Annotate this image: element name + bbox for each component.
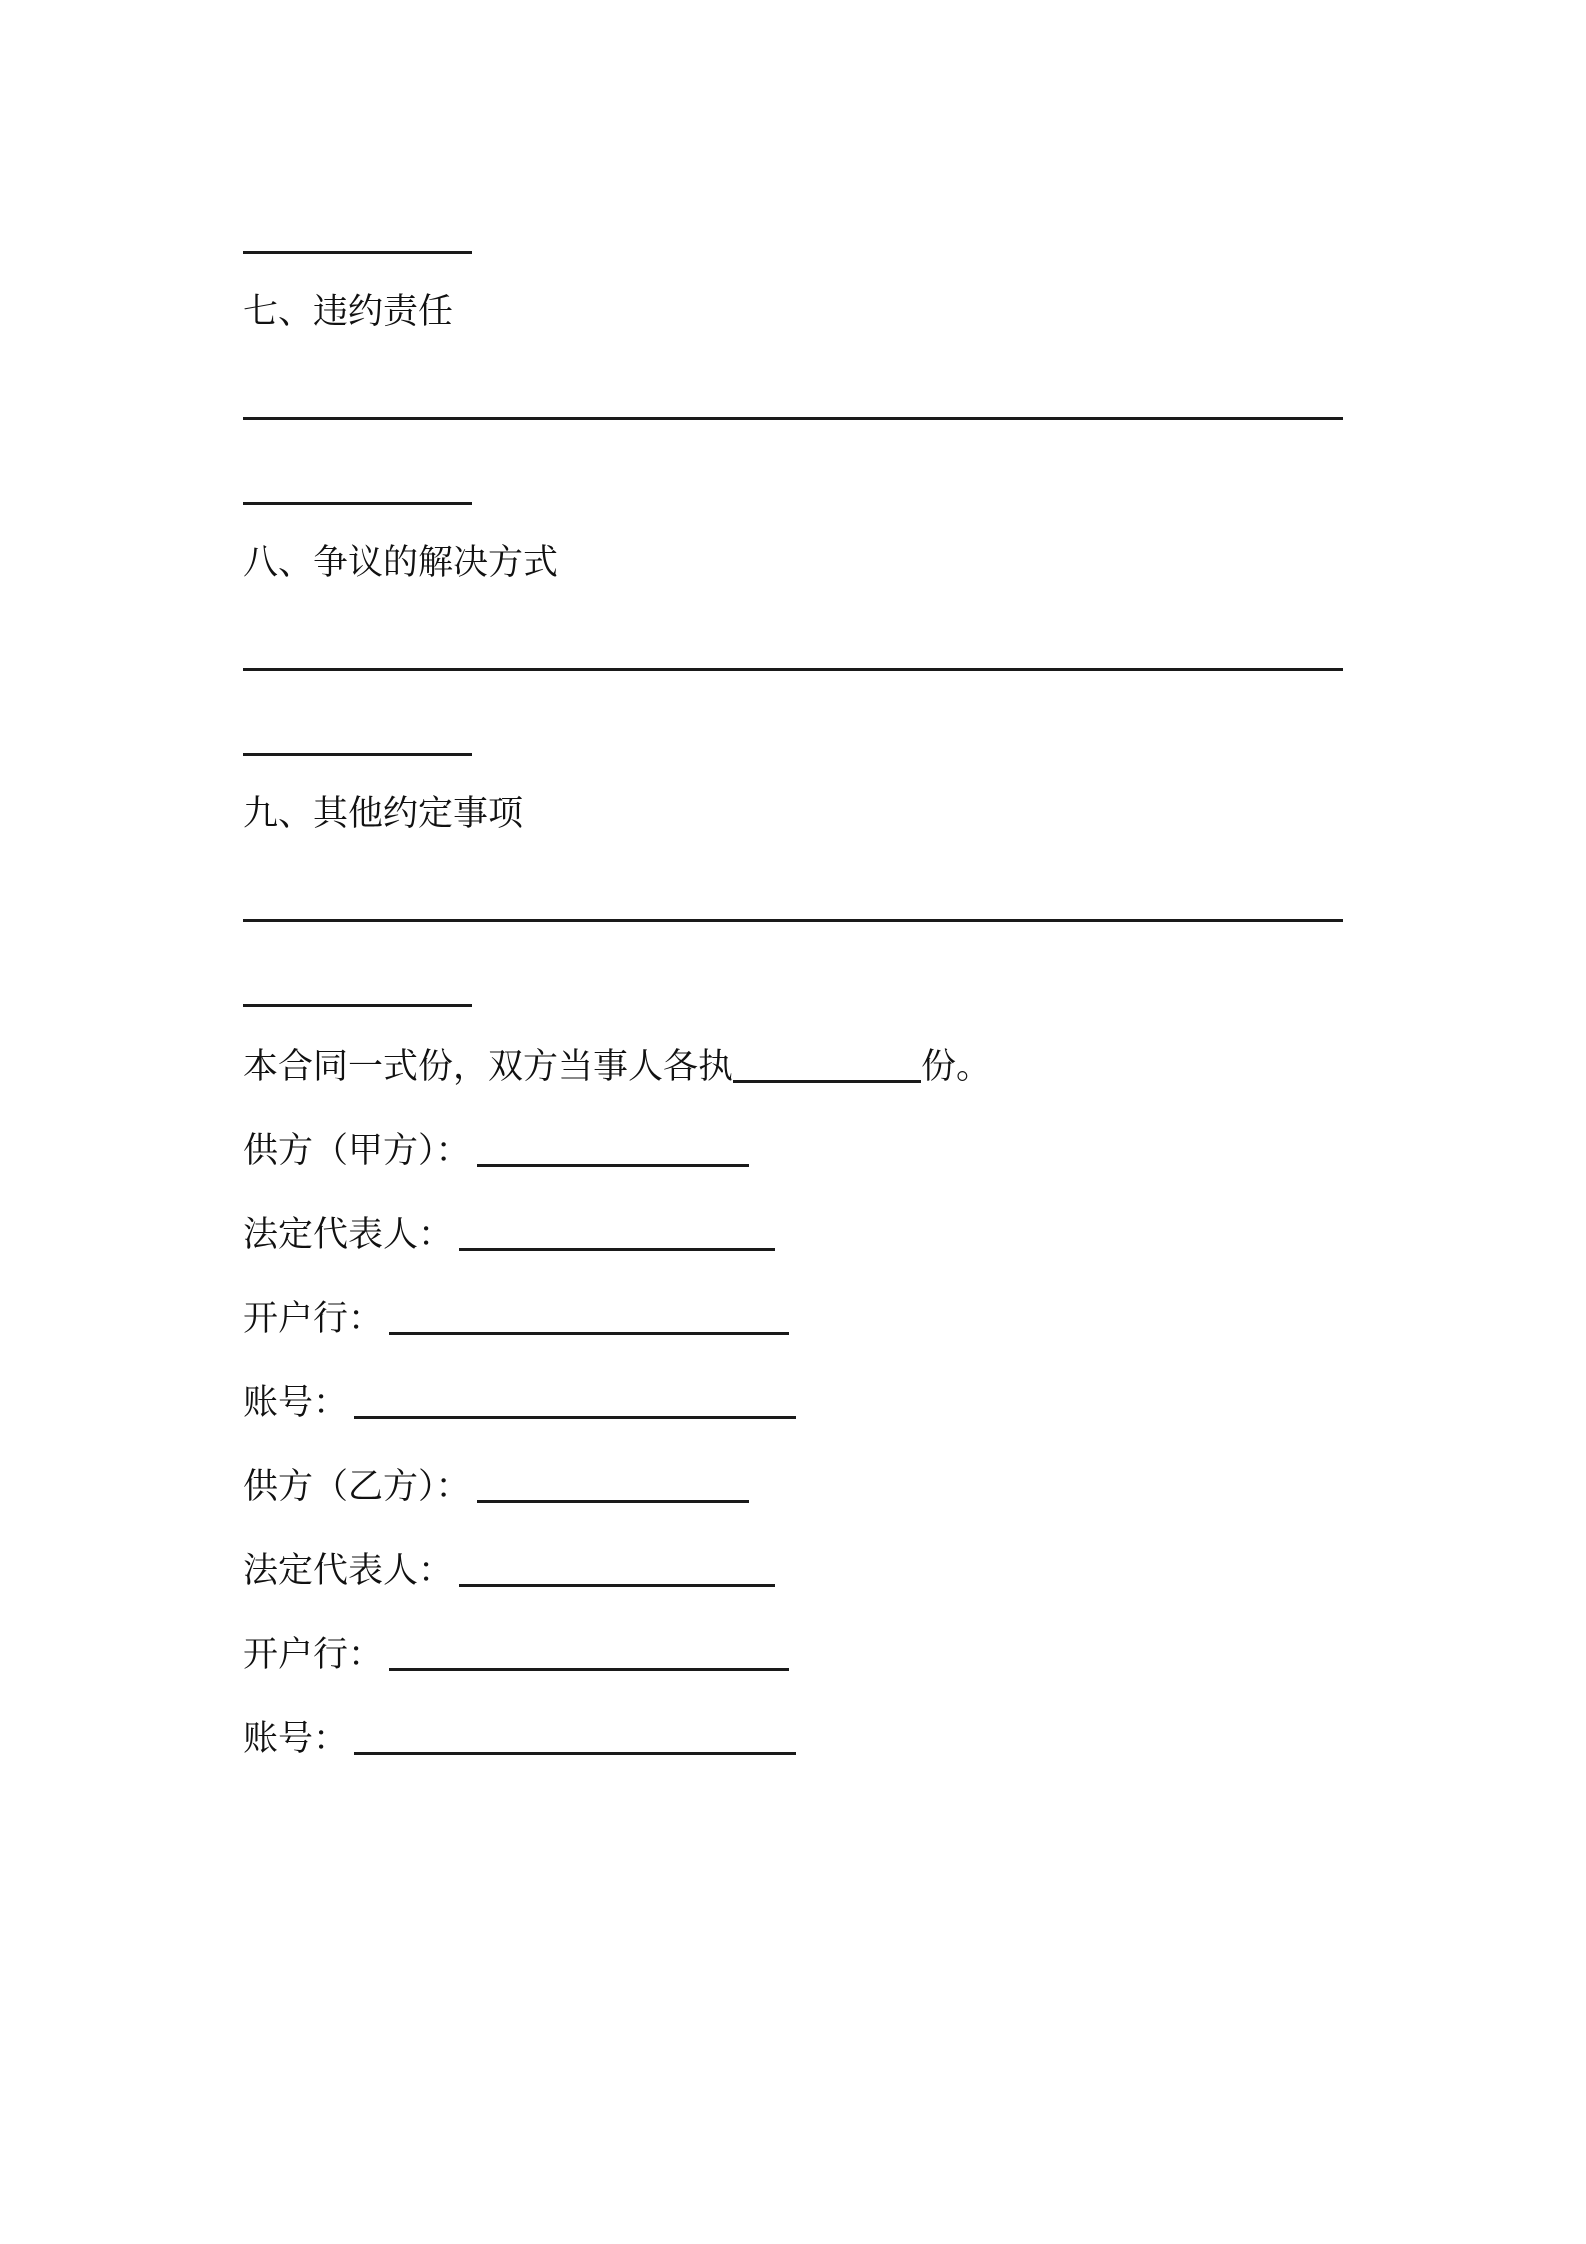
blank-line-breach-2[interactable] bbox=[243, 502, 472, 505]
party-a-account-row bbox=[243, 1381, 796, 1425]
party-b-supplier-label: 供方（乙方）： bbox=[243, 1467, 471, 1507]
party-b-account-row bbox=[243, 1717, 796, 1761]
blank-line-other-2[interactable] bbox=[243, 1004, 472, 1007]
party-b-bank-label: 开户行： bbox=[243, 1635, 384, 1675]
party-b-account-label: 账号： bbox=[243, 1719, 349, 1759]
party-a-supplier-label: 供方（甲方）： bbox=[243, 1131, 471, 1171]
party-a-supplier-row bbox=[243, 1129, 749, 1173]
blank-line-dispute-2[interactable] bbox=[243, 753, 472, 756]
party-a-supplier-blank[interactable] bbox=[477, 1134, 749, 1167]
copies-statement-suffix: 份。 bbox=[921, 1047, 992, 1087]
blank-line-continuation[interactable] bbox=[243, 251, 472, 254]
party-b-legal-rep-blank[interactable] bbox=[459, 1554, 775, 1587]
party-b-legal-rep-row bbox=[243, 1549, 775, 1593]
party-a-account-blank[interactable] bbox=[354, 1386, 796, 1419]
party-b-supplier-blank[interactable] bbox=[477, 1470, 749, 1503]
section-heading-dispute-resolution: 八、争议的解决方式 bbox=[243, 543, 559, 583]
copies-statement bbox=[243, 1045, 991, 1089]
party-a-bank-row bbox=[243, 1297, 789, 1341]
party-b-bank-blank[interactable] bbox=[389, 1638, 789, 1671]
party-b-bank-row bbox=[243, 1633, 789, 1677]
party-a-legal-rep-blank[interactable] bbox=[459, 1218, 775, 1251]
party-a-bank-blank[interactable] bbox=[389, 1302, 789, 1335]
party-b-legal-rep-label: 法定代表人： bbox=[243, 1551, 454, 1591]
blank-line-dispute-1[interactable] bbox=[243, 668, 1343, 671]
party-a-account-label: 账号： bbox=[243, 1383, 349, 1423]
party-a-legal-rep-row bbox=[243, 1213, 775, 1257]
section-heading-breach-liability: 七、违约责任 bbox=[243, 292, 454, 332]
party-b-account-blank[interactable] bbox=[354, 1722, 796, 1755]
copies-count-blank[interactable] bbox=[733, 1050, 921, 1083]
party-a-bank-label: 开户行： bbox=[243, 1299, 384, 1339]
blank-line-other-1[interactable] bbox=[243, 919, 1343, 922]
copies-statement-prefix: 本合同一式份，双方当事人各执 bbox=[243, 1047, 734, 1087]
party-a-legal-rep-label: 法定代表人： bbox=[243, 1215, 454, 1255]
section-heading-other-terms: 九、其他约定事项 bbox=[243, 794, 524, 834]
party-b-supplier-row bbox=[243, 1465, 749, 1509]
blank-line-breach-1[interactable] bbox=[243, 417, 1343, 420]
